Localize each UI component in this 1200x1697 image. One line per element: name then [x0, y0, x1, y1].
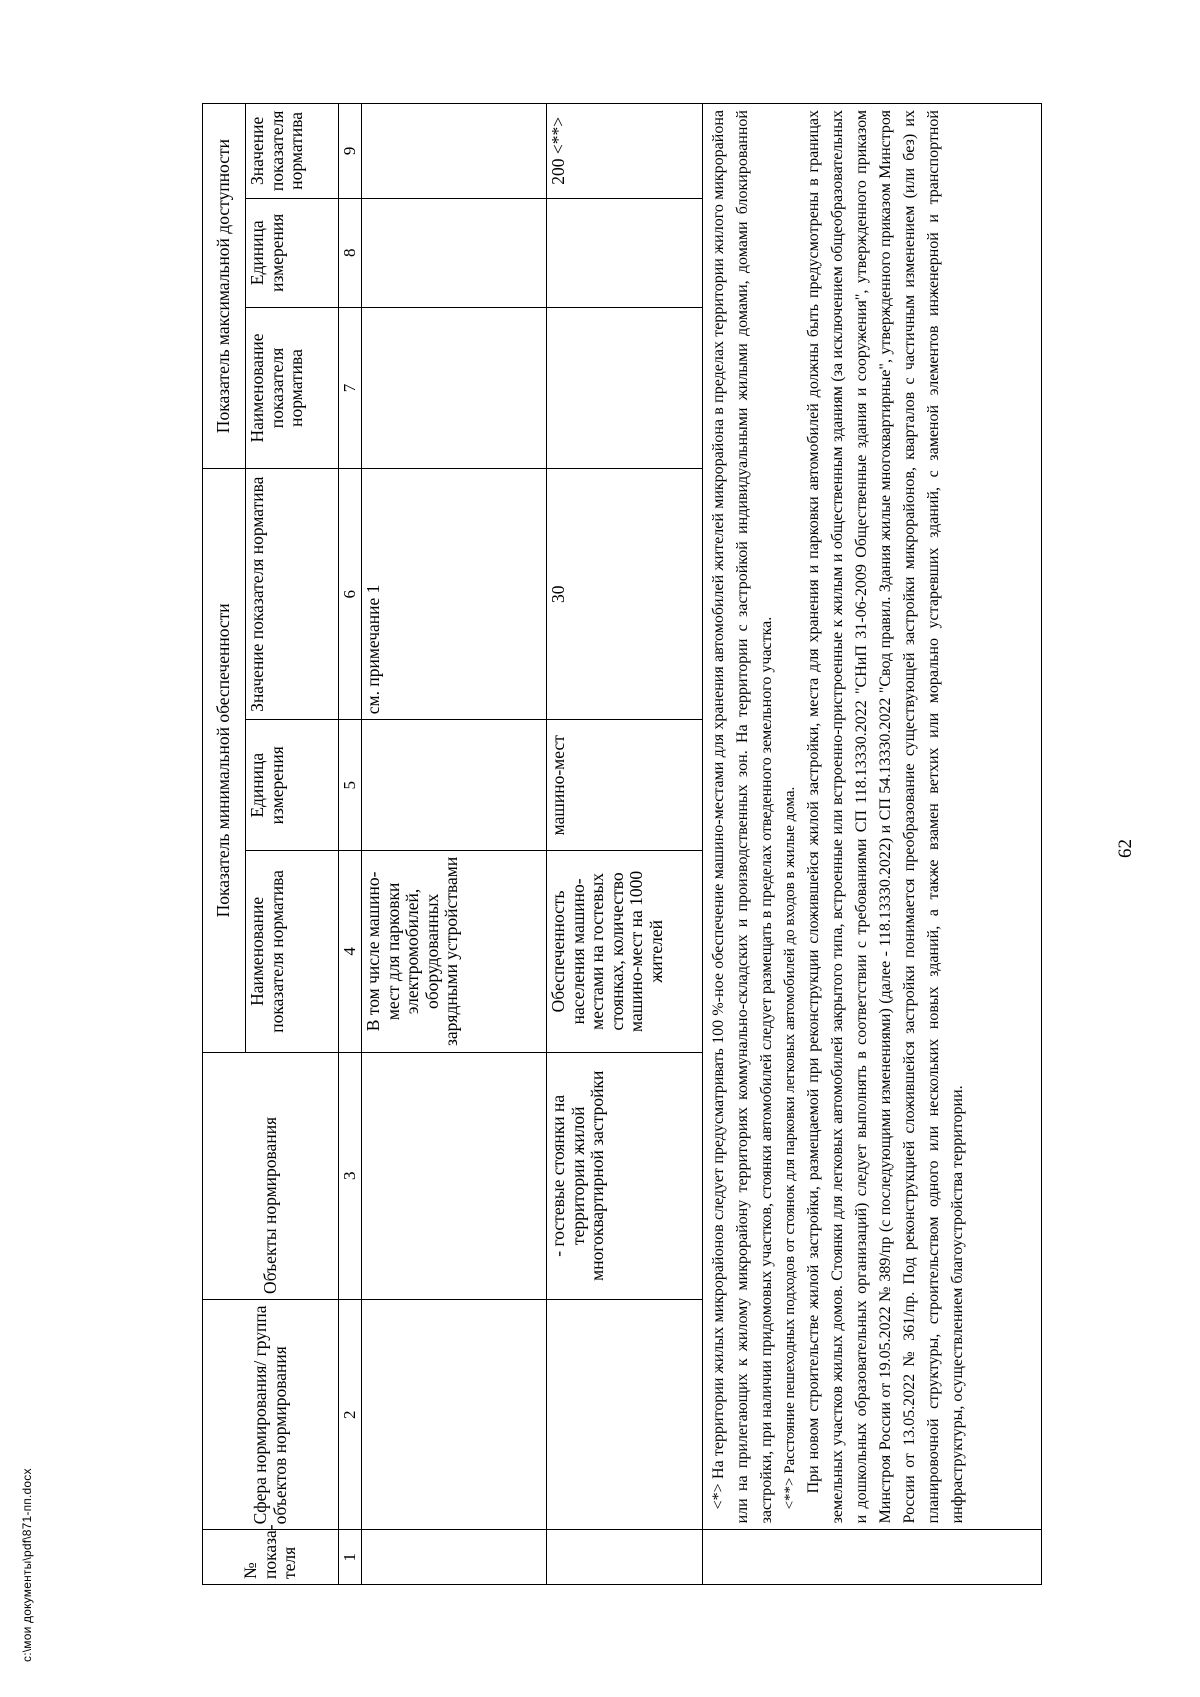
note-paragraph-2: <**> Расстояние пешеходных подходов от стоянок для парковки легковых автомобилей до входов в жилые дома.	[782, 786, 798, 1510]
note-paragraph-1: <*> На территории жилых микрорайонов следует предусматривать 100 %-ное обеспечение машино-местами для хранения автомобилей жителей микрорайона в пределах территории жилого микрорайона или на прилегающих к жилому микрорайону территориях коммунально-складских и производственных зон. На территории с застройкой индивидуальными жилыми домами, домами блокированной застройки, при наличии придомовых участков, стоянки автомобилей следует размещать в пределах отведенного земельного участка.	[710, 110, 775, 1524]
cell-max-value: 200 <**>	[547, 104, 703, 199]
column-number: 6	[339, 469, 362, 720]
cell-objects	[362, 1052, 547, 1299]
cell-min-value: 30	[547, 469, 703, 720]
header-max-name: Наименование показателя норматива	[246, 307, 339, 468]
column-number: 2	[339, 1299, 362, 1529]
header-col-objects: Объекты нормирования	[203, 1052, 339, 1299]
column-number: 8	[339, 198, 362, 307]
page-number: 62	[1115, 839, 1136, 858]
column-number: 5	[339, 720, 362, 851]
cell-notes-empty	[703, 1530, 1042, 1585]
header-max-value: Значение показателя норматива	[246, 104, 339, 199]
column-number: 9	[339, 104, 362, 199]
column-number: 3	[339, 1052, 362, 1299]
cell-min-name: Обеспеченность населения машино-местами на гостевых стоянках, количество машино-мест на 1000 жителей	[547, 851, 703, 1052]
header-group-max-accessibility: Показатель максимальной доступности	[203, 104, 246, 469]
column-number: 7	[339, 307, 362, 468]
cell-max-name	[547, 307, 703, 468]
header-group-min-provision: Показатель минимальной обеспеченности	[203, 469, 246, 1052]
cell-min-value: см. примечание 1	[362, 469, 547, 720]
column-number-row	[339, 104, 362, 1585]
table-row	[362, 104, 547, 1585]
header-max-unit: Единица измерения	[246, 198, 339, 307]
cell-max-unit	[547, 198, 703, 307]
cell-sphere	[547, 1299, 703, 1529]
cell-max-unit	[362, 198, 547, 307]
cell-min-unit: машино-мест	[547, 720, 703, 851]
cell-objects: - гостевые стоянки на территории жилой многоквартирной застройки	[547, 1052, 703, 1299]
footer-file-path: c:\мои документы\pdf\871-пп.docx	[20, 1468, 34, 1662]
notes-cell	[703, 104, 1042, 1530]
note-paragraph-3: При новом строительстве жилой застройки, размещаемой при реконструкции сложившейся жилой застройки, места для хранения и парковки автомобилей должны быть предусмотрены в границах земельных участков жилых домов. Стоянки для легковых автомобилей закрытого типа, встроенные или встроенно-пристроенные к жилым и общественным зданиям (за исключением общеобразовательных и дошкольных образовательных организаций) следует выполнять в соответствии с требованиями СП 118.13330.2022 "СНиП 31-06-2009 Общественные здания и сооружения", утвержденного приказом Минстроя России от 19.05.2022 № 389/пр (с последующими изменениями) (далее - 118.13330.2022) и СП 54.13330.2022 "Свод правил. Здания жилые многоквартирные", утвержденного приказом Минстроя России от 13.05.2022 № 361/пр. Под реконструкцией сложившейся застройки понимается преобразование существующей застройки микрорайонов, кварталов с частичным изменением (или без) их планировочной структуры, строительством одного или нескольких новых зданий, а также взамен ветхих или морально устаревших зданий, с заменой элементов инженерной и транспортной инфраструктуры, осуществлением благоустройства территории.	[804, 110, 966, 1524]
notes-row	[703, 104, 1042, 1585]
column-number: 4	[339, 851, 362, 1052]
cell-indicator-number	[547, 1530, 703, 1585]
cell-sphere	[362, 1299, 547, 1529]
cell-min-name: В том числе машино-мест для парковки электромобилей, оборудованных зарядными устройствами	[362, 851, 547, 1052]
header-min-name: Наименование показателя норматива	[246, 851, 339, 1052]
header-row-top	[203, 104, 246, 1585]
header-min-unit: Единица измерения	[246, 720, 339, 851]
cell-max-name	[362, 307, 547, 468]
cell-min-unit	[362, 720, 547, 851]
header-col-sphere: Сфера нормирования/ группа объектов нормирования	[203, 1299, 339, 1529]
table-row	[547, 104, 703, 1585]
header-min-value: Значение показателя норматива	[246, 469, 339, 720]
header-col-number: № показа-теля	[203, 1530, 339, 1585]
norms-table	[202, 103, 1042, 1585]
cell-indicator-number	[362, 1530, 547, 1585]
cell-max-value	[362, 104, 547, 199]
column-number: 1	[339, 1530, 362, 1585]
